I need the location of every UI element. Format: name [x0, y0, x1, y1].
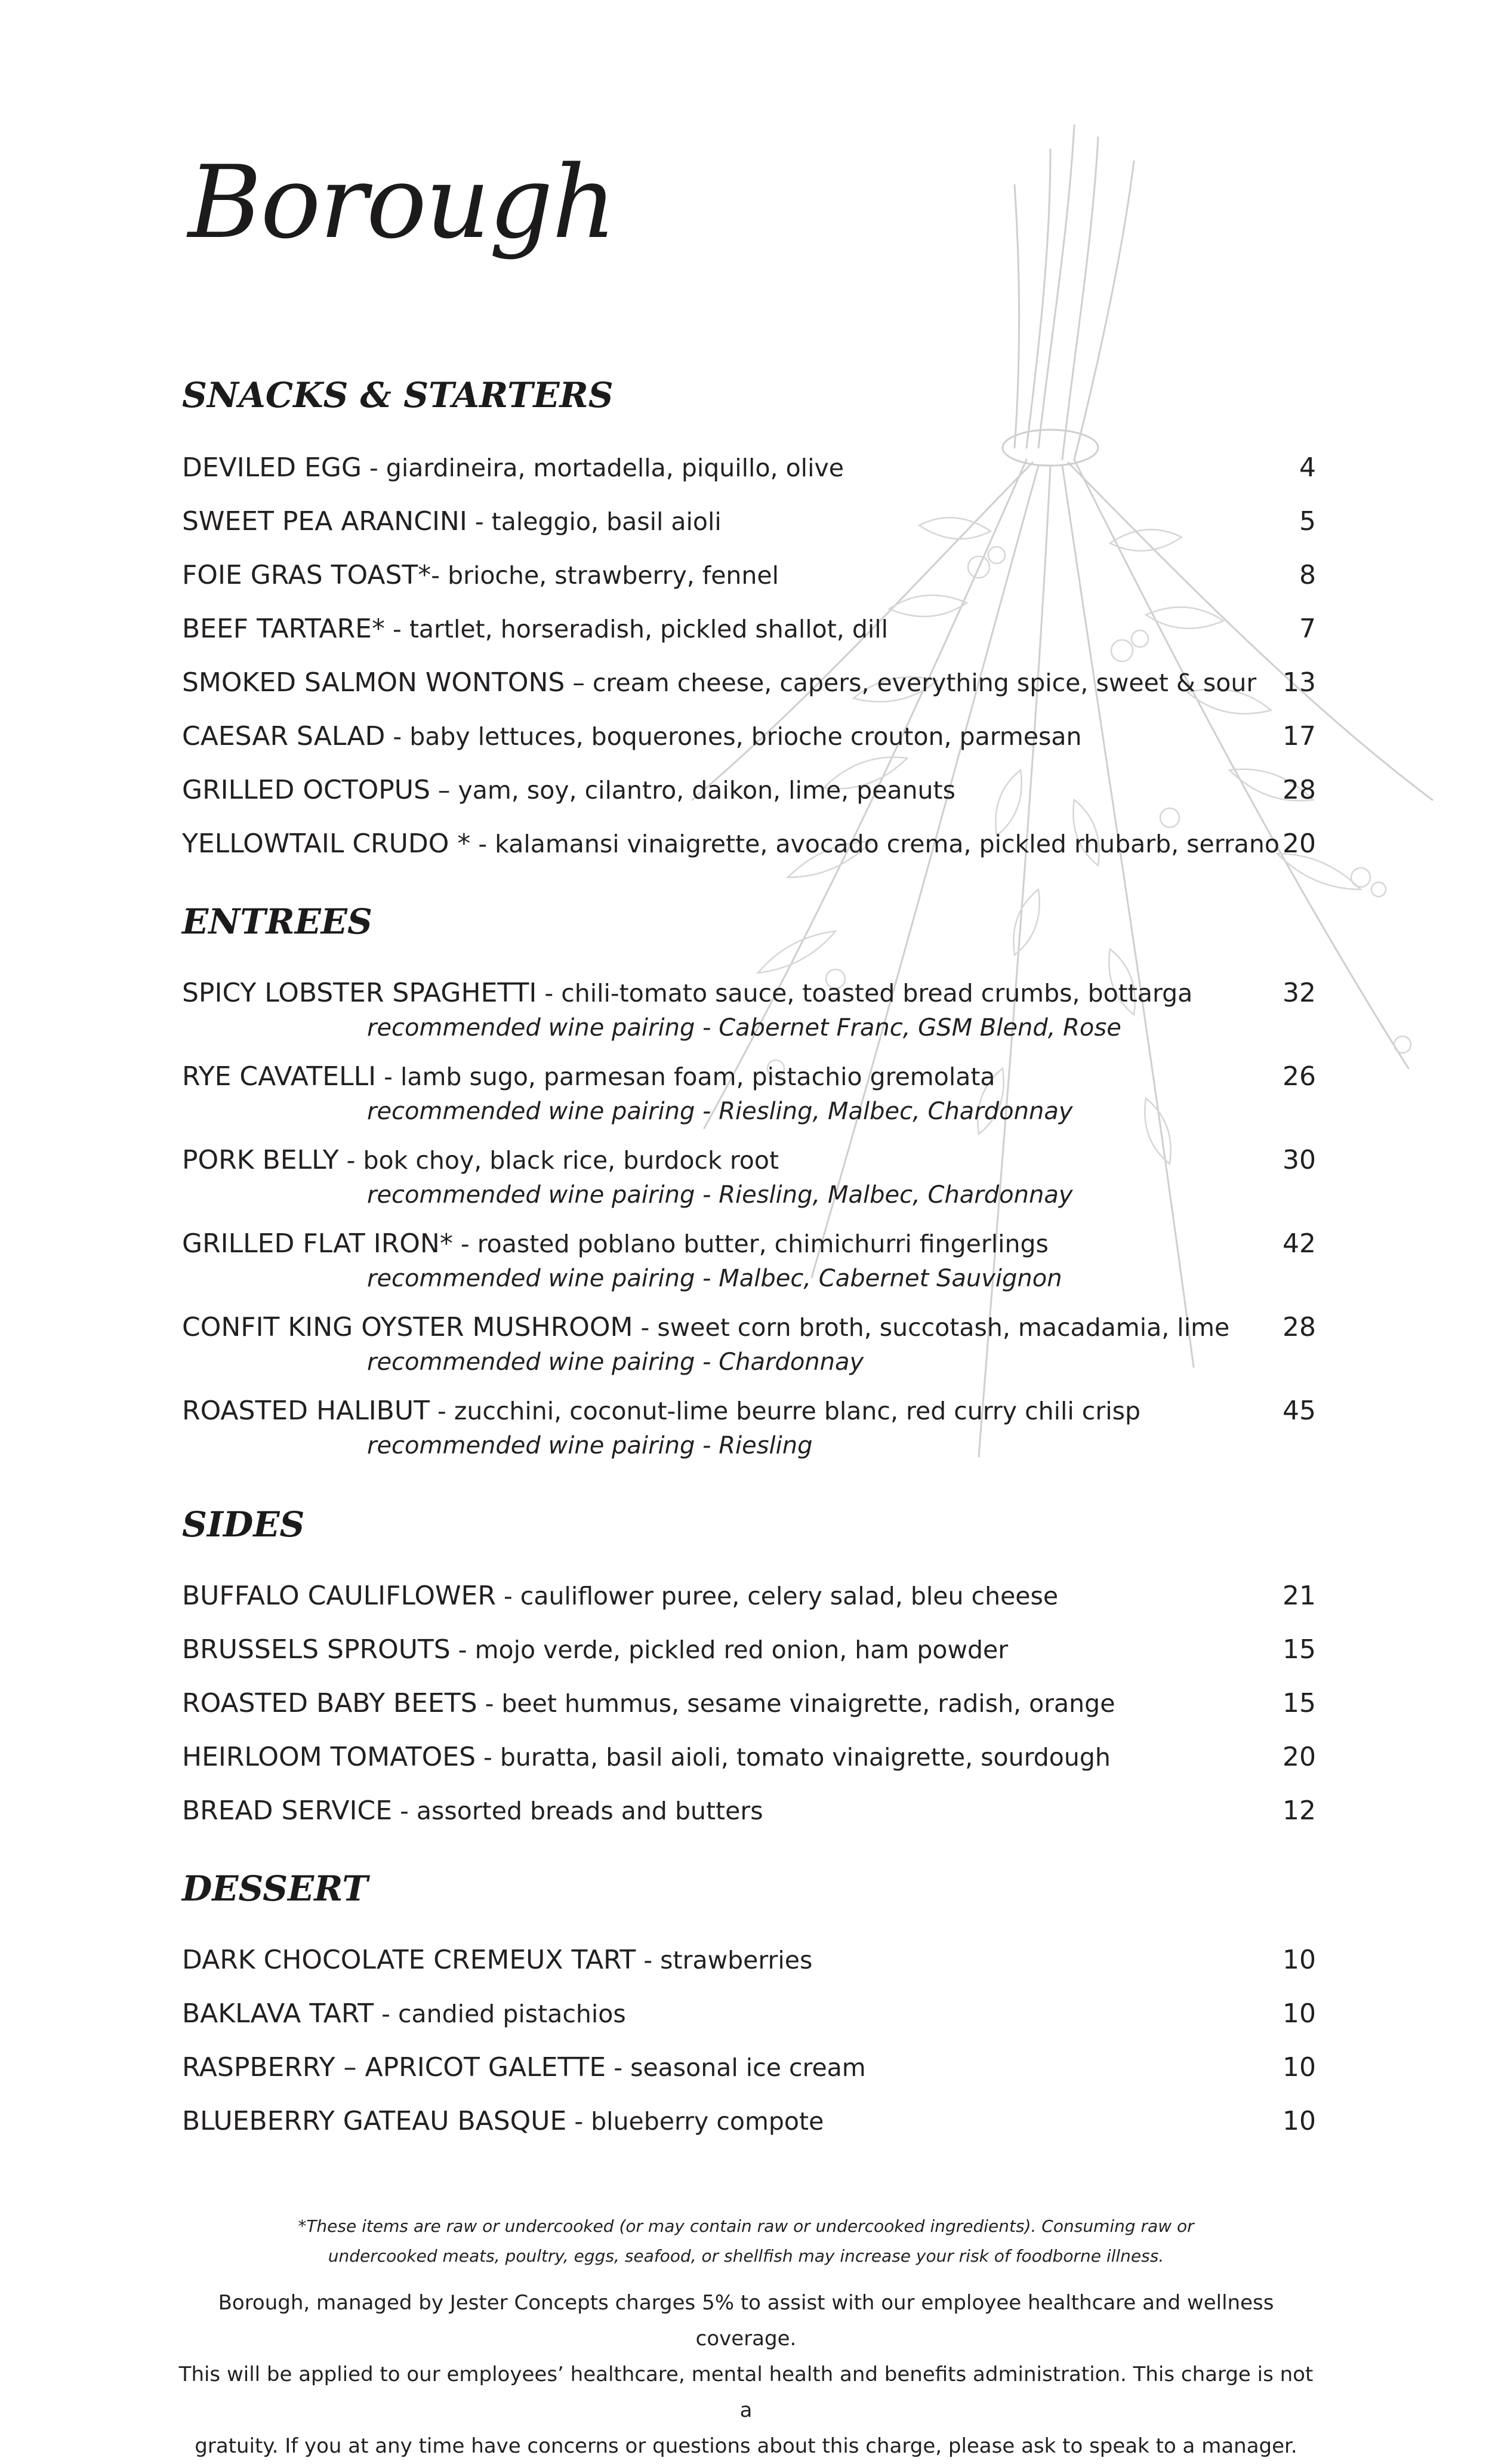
wine-pairing: recommended wine pairing - Riesling	[367, 1432, 813, 1459]
item-desc: - beet hummus, sesame vinaigrette, radish, orange	[477, 1689, 1115, 1718]
menu-item	[182, 2108, 1316, 2162]
item-name: BUFFALO CAULIFLOWER	[182, 1581, 496, 1611]
menu-item	[182, 1998, 1316, 2055]
item-price: 15	[1283, 1688, 1316, 1718]
item-desc: – cream cheese, capers, everything spice, sweet & sour	[565, 669, 1257, 697]
menu-item	[182, 1744, 1316, 1798]
item-price: 10	[1283, 2052, 1316, 2083]
item-name: HEIRLOOM TOMATOES	[182, 1742, 476, 1772]
item-price: 28	[1283, 1312, 1316, 1342]
item-name: YELLOWTAIL CRUDO *	[182, 828, 471, 859]
item-price: 21	[1283, 1581, 1316, 1611]
item-desc: - brioche, strawberry, fennel	[431, 561, 779, 590]
item-price: 4	[1299, 452, 1316, 483]
item-price: 26	[1283, 1061, 1316, 1092]
item-price: 8	[1299, 560, 1316, 590]
item-desc: - giardineira, mortadella, piquillo, olive	[361, 454, 844, 482]
item-price: 17	[1283, 721, 1316, 751]
item-name: ROASTED HALIBUT	[182, 1396, 430, 1426]
menu-item	[182, 1061, 1316, 1141]
section-title-dessert: DESSERT	[182, 1868, 368, 1909]
item-name: CONFIT KING OYSTER MUSHROOM	[182, 1312, 633, 1342]
item-name: BRUSSELS SPROUTS	[182, 1634, 451, 1665]
item-desc: - zucchini, coconut-lime beurre blanc, red curry chili crisp	[429, 1397, 1140, 1425]
item-desc: - mojo verde, pickled red onion, ham powder	[450, 1636, 1009, 1664]
item-price: 42	[1283, 1228, 1316, 1259]
menu-item	[182, 1583, 1316, 1637]
menu-item	[182, 562, 1316, 616]
menu-item	[182, 506, 1316, 562]
item-desc: - cauliflower puree, celery salad, bleu cheese	[495, 1582, 1059, 1610]
item-price: 30	[1283, 1145, 1316, 1175]
item-desc: - buratta, basil aioli, tomato vinaigrette, sourdough	[476, 1743, 1111, 1772]
item-desc: - baby lettuces, boquerones, brioche crouton, parmesan	[385, 722, 1082, 751]
surcharge-line: Borough, managed by Jester Concepts charges 5% to assist with our employee healthcare and wellness coverage.	[218, 2291, 1274, 2351]
item-name: GRILLED FLAT IRON*	[182, 1228, 453, 1259]
item-desc: - bok choy, black rice, burdock root	[338, 1146, 779, 1175]
wine-pairing: recommended wine pairing - Riesling, Malbec, Chardonnay	[367, 1181, 1073, 1209]
item-name: RASPBERRY – APRICOT GALETTE	[182, 2052, 606, 2083]
item-price: 5	[1299, 506, 1316, 537]
menu-item	[182, 452, 1316, 509]
item-price: 15	[1283, 1634, 1316, 1665]
menu-item	[182, 723, 1316, 777]
item-name: SWEET PEA ARANCINI	[182, 506, 467, 537]
wine-pairing: recommended wine pairing - Chardonnay	[367, 1348, 864, 1376]
item-name: BAKLAVA TART	[182, 1998, 374, 2029]
item-price: 45	[1283, 1396, 1316, 1426]
menu-item	[182, 1398, 1316, 1476]
brand-logo: Borough	[188, 144, 615, 261]
item-desc: – yam, soy, cilantro, daikon, lime, peanuts	[430, 776, 955, 805]
menu-item	[182, 1228, 1316, 1308]
raw-food-disclaimer	[209, 2212, 1283, 2271]
item-price: 20	[1283, 1742, 1316, 1772]
item-name: SPICY LOBSTER SPAGHETTI	[182, 978, 537, 1008]
wine-pairing: recommended wine pairing - Malbec, Cabernet Sauvignon	[367, 1265, 1062, 1292]
item-name: GRILLED OCTOPUS	[182, 775, 430, 805]
item-price: 10	[1283, 1945, 1316, 1975]
item-name: CAESAR SALAD	[182, 721, 386, 751]
item-price: 28	[1283, 775, 1316, 805]
item-desc: - lamb sugo, parmesan foam, pistachio gremolata	[376, 1062, 995, 1091]
item-price: 20	[1283, 828, 1316, 859]
item-desc: - assorted breads and butters	[392, 1797, 763, 1825]
surcharge-line: gratuity. If you at any time have concerns or questions about this charge, please ask to speak to a manager.	[195, 2434, 1297, 2458]
wine-pairing: recommended wine pairing - Riesling, Malbec, Chardonnay	[367, 1098, 1073, 1125]
item-name: FOIE GRAS TOAST*	[182, 560, 431, 590]
item-desc: - roasted poblano butter, chimichurri fingerlings	[452, 1230, 1049, 1258]
menu-item	[182, 1947, 1316, 2001]
item-name: DARK CHOCOLATE CREMEUX TART	[182, 1945, 636, 1975]
section-title-snacks: SNACKS & STARTERS	[182, 375, 614, 415]
disclaimer-line: undercooked meats, poultry, eggs, seafood, or shellfish may increase your risk of foodborne illness.	[328, 2246, 1164, 2266]
item-name: ROASTED BABY BEETS	[182, 1688, 477, 1718]
item-desc: - taleggio, basil aioli	[467, 507, 722, 536]
surcharge-line: This will be applied to our employees’ healthcare, mental health and benefits administration. This charge is not a	[178, 2363, 1314, 2422]
item-name: BLUEBERRY GATEAU BASQUE	[182, 2106, 567, 2136]
item-price: 10	[1283, 2106, 1316, 2136]
wine-pairing: recommended wine pairing - Cabernet Franc, GSM Blend, Rose	[367, 1014, 1121, 1042]
item-desc: - candied pistachios	[374, 2000, 626, 2028]
section-title-sides: SIDES	[182, 1504, 305, 1545]
item-price: 32	[1283, 978, 1316, 1008]
item-desc: - tartlet, horseradish, pickled shallot, dill	[384, 615, 889, 643]
item-name: BEEF TARTARE*	[182, 614, 385, 644]
item-price: 12	[1283, 1795, 1316, 1826]
item-name: PORK BELLY	[182, 1145, 339, 1175]
menu-item	[182, 1634, 1316, 1690]
menu-item	[182, 616, 1316, 670]
menu-item	[182, 1795, 1316, 1852]
item-price: 13	[1283, 667, 1316, 698]
item-desc: - sweet corn broth, succotash, macadamia, lime	[633, 1313, 1230, 1342]
item-desc: - strawberries	[636, 1946, 813, 1975]
item-name: RYE CAVATELLI	[182, 1061, 377, 1092]
menu-item	[182, 1690, 1316, 1744]
item-desc: - kalamansi vinaigrette, avocado crema, pickled rhubarb, serrano	[470, 830, 1280, 858]
item-name: DEVILED EGG	[182, 452, 362, 483]
menu-item	[182, 1147, 1316, 1225]
item-desc: - chili-tomato sauce, toasted bread crumbs, bottarga	[537, 979, 1193, 1008]
surcharge-notice	[173, 2285, 1319, 2464]
menu-item	[182, 667, 1316, 723]
item-name: SMOKED SALMON WONTONS	[182, 667, 565, 698]
menu-item	[182, 828, 1316, 885]
item-price: 7	[1299, 614, 1316, 644]
section-title-entrees: ENTREES	[182, 901, 372, 942]
menu-item	[182, 2052, 1316, 2108]
menu-item	[182, 980, 1316, 1058]
disclaimer-line: *These items are raw or undercooked (or may contain raw or undercooked ingredients). Consuming raw or	[298, 2216, 1194, 2236]
item-name: BREAD SERVICE	[182, 1795, 393, 1826]
menu-item	[182, 777, 1316, 831]
item-price: 10	[1283, 1998, 1316, 2029]
item-desc: - seasonal ice cream	[606, 2053, 866, 2082]
menu-item	[182, 1314, 1316, 1392]
item-desc: - blueberry compote	[566, 2107, 824, 2136]
